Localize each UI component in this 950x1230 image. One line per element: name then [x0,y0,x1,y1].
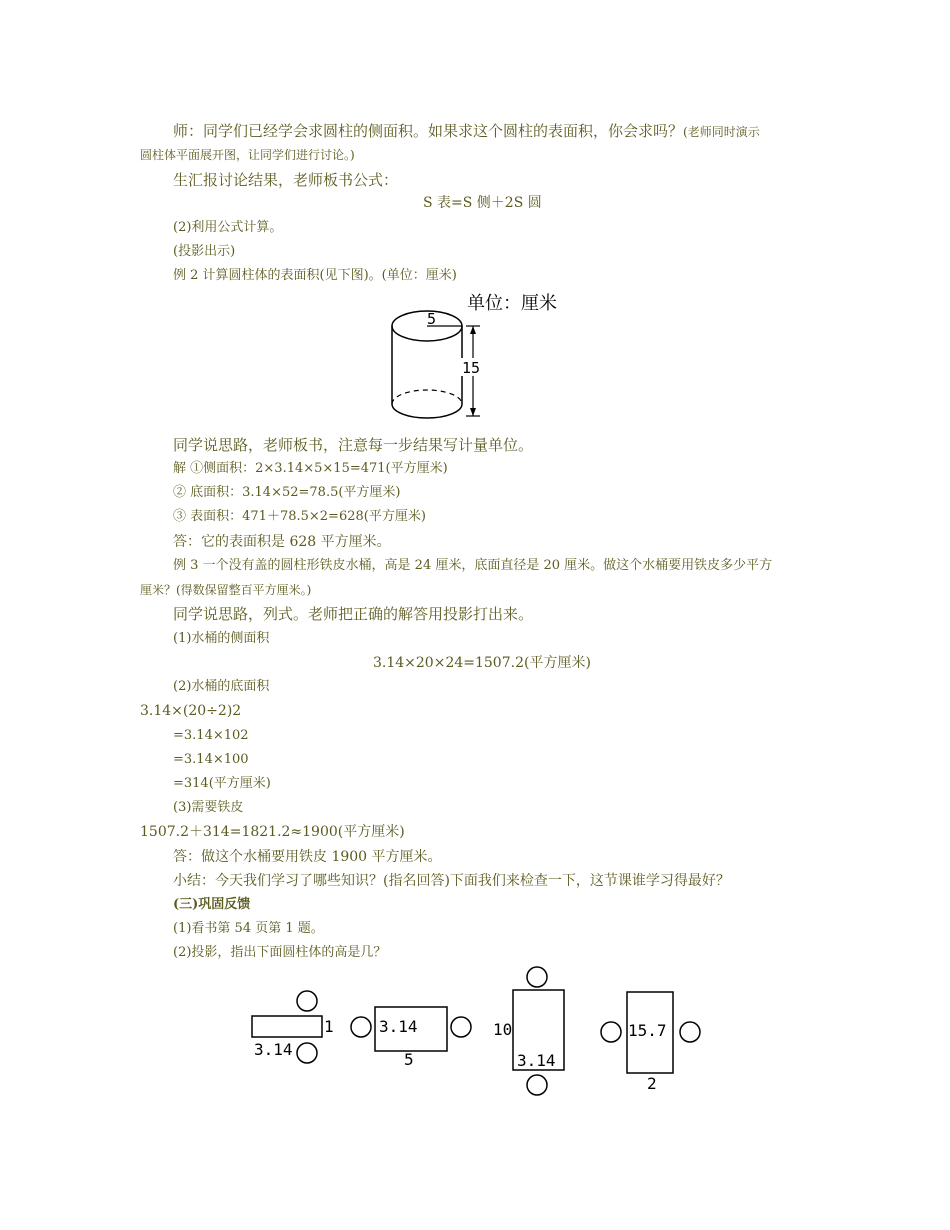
solution-line: ③ 表面积：471＋78.5×2=628(平方厘米) [173,509,426,524]
circle-icon [351,1017,371,1037]
teacher-note: (老师同时演示 [683,125,760,139]
summary-line: 小结：今天我们学习了哪些知识？(指名回答)下面我们来检查一下，这节课谁学习得最好？ [173,873,730,889]
text-line: (1)水桶的侧面积 [173,631,270,646]
cylinder-bottom-front [392,404,462,418]
example-title: 例 2 计算圆柱体的表面积(见下图)。(单位：厘米) [173,268,457,283]
solution-line: 解 ①侧面积：2×3.14×5×15=471(平方厘米) [173,461,448,476]
cylinder-bottom-back [392,390,462,404]
text-line: (3)需要铁皮 [173,800,244,815]
text-line: 同学说思路，老师板书，注意每一步结果写计量单位。 [173,436,534,454]
side-label: 10 [493,1020,513,1039]
formula-line: S 表=S 侧＋2S 圆 [423,195,542,211]
text-line: 同学说思路，列式。老师把正确的解答用投影打出来。 [173,605,534,623]
circle-icon [527,967,547,987]
height-label: 15 [462,359,481,377]
unit-label: 单位：厘米 [467,293,557,314]
circle-icon [601,1022,621,1042]
formula-line: =314(平方厘米) [173,776,271,791]
cylinder-nets-figure [245,963,715,1098]
inside-label: 15.7 [628,1021,667,1040]
formula-line: =3.14×100 [173,752,249,767]
text-line [173,124,760,139]
net-c [493,967,564,1095]
text-line: (投影出示) [173,244,236,259]
circle-icon [297,1043,317,1063]
bottom-label: 3.14 [254,1040,293,1059]
side-label: 1 [324,1017,334,1036]
text-line: (2)水桶的底面积 [173,679,270,694]
formula-line: 1507.2＋314=1821.2≈1900(平方厘米) [140,824,405,840]
bottom-label: 2 [647,1074,657,1093]
net-d [601,992,700,1093]
circle-icon [297,991,317,1011]
text-line: (1)看书第 54 页第 1 题。 [173,921,324,936]
circle-icon [680,1022,700,1042]
text-line: (2)投影，指出下面圆柱体的高是几？ [173,945,387,960]
answer-line: 答：做这个水桶要用铁皮 1900 平方厘米。 [173,849,442,865]
teacher-question: 师：同学们已经学会求圆柱的侧面积。如果求这个圆柱的表面积，你会求吗？ [173,122,684,140]
formula-line: 3.14×20×24=1507.2(平方厘米) [373,655,591,671]
example-title: 例 3 一个没有盖的圆柱形铁皮水桶，高是 24 厘米，底面直径是 20 厘米。做这个水桶要用铁皮多少平方 [173,558,773,573]
arrow-down-icon [470,408,476,416]
answer-line: 答：它的表面积是 628 平方厘米。 [173,534,391,550]
text-line: 生汇报讨论结果，老师板书公式： [173,171,399,189]
inside-label: 3.14 [379,1017,418,1036]
radius-label: 5 [427,310,437,328]
formula-line: 3.14×(20÷2)2 [140,703,242,719]
arrow-up-icon [470,326,476,334]
text-line: 厘米？(得数保留整百平方厘米。) [140,583,312,597]
net-a [252,991,334,1063]
text-line: 圆柱体平面展开图，让同学们进行讨论。) [140,148,355,162]
cylinder-figure [385,290,585,430]
text-line: (2)利用公式计算。 [173,220,283,235]
net-b [351,1007,471,1069]
inside-label: 3.14 [517,1051,556,1070]
bottom-label: 5 [404,1050,414,1069]
solution-line: ② 底面积：3.14×52=78.5(平方厘米) [173,485,401,500]
circle-icon [451,1017,471,1037]
section-heading: (三)巩固反馈 [173,897,251,912]
circle-icon [527,1075,547,1095]
formula-line: =3.14×102 [173,728,249,743]
